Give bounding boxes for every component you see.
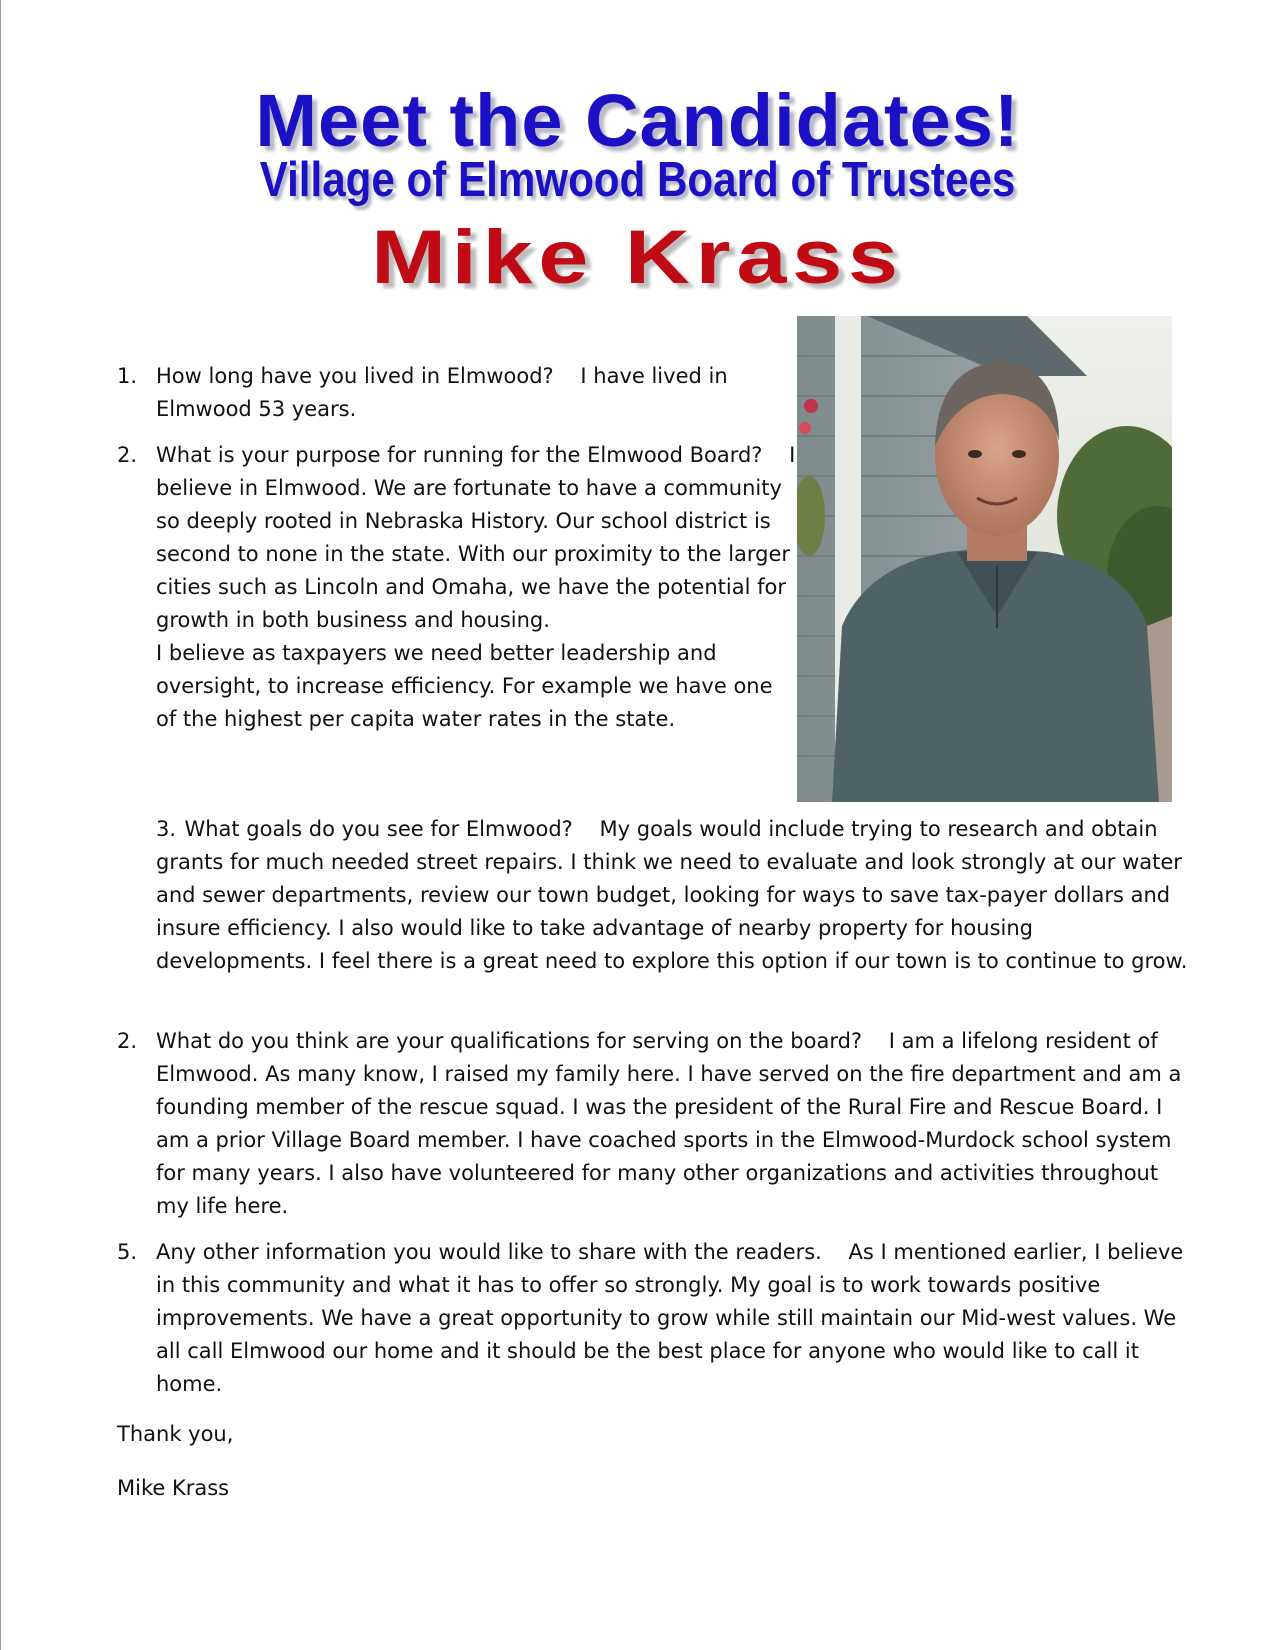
candidate-portrait-icon [797, 316, 1172, 802]
candidate-photo [797, 316, 1172, 802]
question-1 [117, 360, 757, 426]
question-text: What do you think are your qualifications for serving on the board? I am a lifelong resident of Elmwood. As many know, I raised my family here. I have served on the fire department and am a founding member of the rescue squad. I was the president of the Rural Fire and Rescue Board. I am a prior Village Board member. I have coached sports in the Elmwood-Murdock school system for many years. I also have volunteered for many other organizations and activities throughout my life here. [156, 1029, 1182, 1218]
question-4 [117, 1025, 1192, 1223]
page-title: Meet the Candidates! [255, 79, 1020, 162]
question-2 [117, 439, 797, 736]
closing-thanks: Thank you, [117, 1422, 234, 1446]
page-subtitle: Village of Elmwood Board of Trustees [259, 153, 1016, 207]
question-number: 2. [117, 443, 138, 467]
closing-signature: Mike Krass [117, 1476, 230, 1500]
question-number: 5. [117, 1240, 138, 1264]
question-text: How long have you lived in Elmwood? I have lived in Elmwood 53 years. [156, 364, 728, 421]
question-text-continued: I believe as taxpayers we need better leadership and oversight, to increase efficiency. For example we have one of the highest per capita water rates in the state. [156, 641, 773, 731]
question-number: 3. [156, 817, 177, 841]
candidate-name-heading: Mike Krass [371, 215, 904, 300]
question-text: What is your purpose for running for the Elmwood Board? I believe in Elmwood. We are fortunate to have a community so deeply rooted in Nebraska History. Our school district is second to none in the state. With our proximity to the larger cities such as Lincoln and Omaha, we have the potential for growth in both business and housing. [156, 443, 796, 632]
question-number: 1. [117, 364, 138, 388]
question-5 [117, 1236, 1192, 1401]
question-text: Any other information you would like to share with the readers. As I mentioned earlier, I believe in this community and what it has to offer so strongly. My goal is to work towards positive improvements. We have a great opportunity to grow while still maintain our Mid-west values. We all call Elmwood our home and it should be the best place for anyone who would like to call it home. [156, 1240, 1184, 1396]
question-3 [117, 813, 1192, 978]
question-number: 2. [117, 1029, 138, 1053]
question-text: What goals do you see for Elmwood? My goals would include trying to research and obtain grants for much needed street repairs. I think we need to evaluate and look strongly at our water and sewer departments, review our town budget, looking for ways to save tax-payer dollars and insure efficiency. I also would like to take advantage of nearby property for housing developments. I feel there is a great need to explore this option if our town is to continue to grow. [156, 817, 1188, 973]
